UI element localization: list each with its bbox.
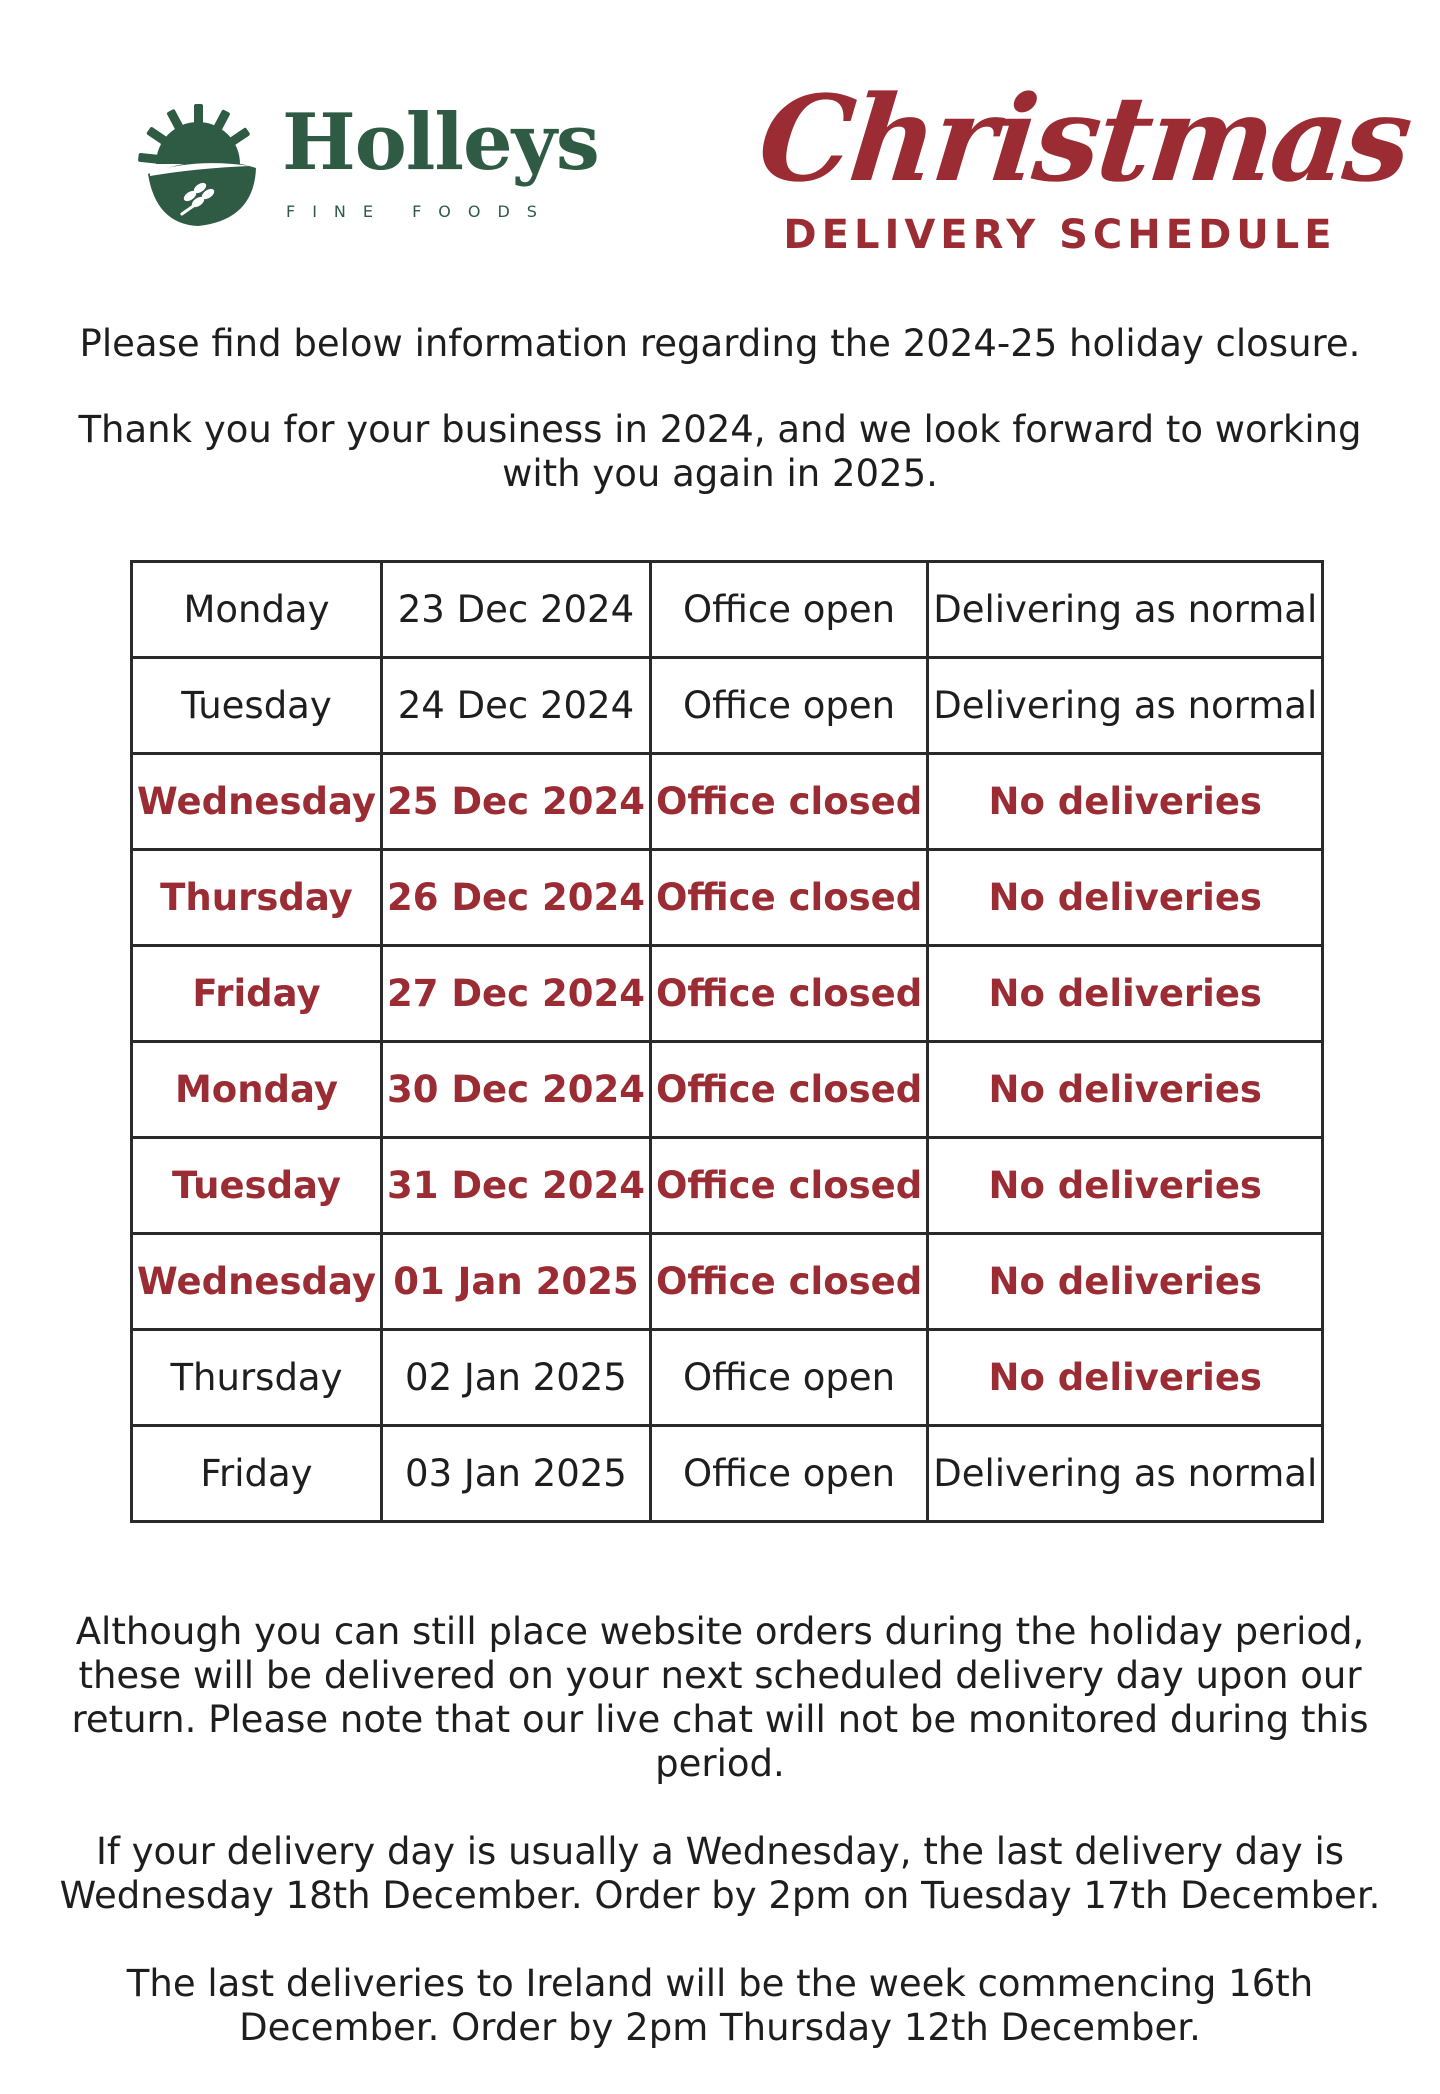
christmas-banner (752, 69, 1416, 270)
delivery-status-cell: No deliveries (928, 1138, 1323, 1234)
office-status-cell: Office open (650, 1426, 927, 1522)
delivery-status-cell: No deliveries (928, 754, 1323, 850)
day-cell: Monday (132, 1042, 382, 1138)
delivery-schedule-table (130, 560, 1324, 1523)
day-cell: Wednesday (132, 754, 382, 850)
table-row (132, 658, 1323, 754)
date-cell: 31 Dec 2024 (381, 1138, 650, 1234)
delivery-status-cell: No deliveries (928, 1042, 1323, 1138)
delivery-status-cell: No deliveries (928, 1330, 1323, 1426)
date-cell: 25 Dec 2024 (381, 754, 650, 850)
office-status-cell: Office closed (650, 1138, 927, 1234)
day-cell: Thursday (132, 1330, 382, 1426)
delivery-status-cell: Delivering as normal (928, 1426, 1323, 1522)
table-row (132, 754, 1323, 850)
office-status-cell: Office open (650, 658, 927, 754)
table-row (132, 1234, 1323, 1330)
day-cell: Monday (132, 562, 382, 658)
office-status-cell: Office open (650, 562, 927, 658)
office-status-cell: Office closed (650, 1042, 927, 1138)
intro-paragraph: Thank you for your business in 2024, and we look forward to working with you again in 2025. (78, 408, 1362, 495)
day-cell: Friday (132, 946, 382, 1042)
table-row (132, 1426, 1323, 1522)
day-cell: Tuesday (132, 1138, 382, 1234)
delivery-status-cell: Delivering as normal (928, 658, 1323, 754)
delivery-status-cell: No deliveries (928, 850, 1323, 946)
holleys-logo (138, 97, 599, 232)
day-cell: Friday (132, 1426, 382, 1522)
delivery-status-cell: No deliveries (928, 946, 1323, 1042)
office-status-cell: Office closed (650, 850, 927, 946)
table-row (132, 1042, 1323, 1138)
note-paragraph: If your delivery day is usually a Wednesday, the last delivery day is Wednesday 18th December. Order by 2pm on Tuesday 17th December. (59, 1830, 1381, 1917)
delivery-status-cell: No deliveries (928, 1234, 1323, 1330)
date-cell: 03 Jan 2025 (381, 1426, 650, 1522)
table-row (132, 1330, 1323, 1426)
brand-tagline: FINE FOODS (286, 202, 554, 221)
table-row (132, 562, 1323, 658)
office-status-cell: Office closed (650, 946, 927, 1042)
date-cell: 01 Jan 2025 (381, 1234, 650, 1330)
intro-text (40, 322, 1400, 538)
header (0, 0, 1440, 300)
delivery-status-cell: Delivering as normal (928, 562, 1323, 658)
date-cell: 24 Dec 2024 (381, 658, 650, 754)
banner-subtitle: DELIVERY SCHEDULE (783, 212, 1337, 258)
intro-paragraph: Please find below information regarding the 2024-25 holiday closure. (79, 322, 1361, 365)
office-status-cell: Office open (650, 1330, 927, 1426)
table-row (132, 1138, 1323, 1234)
day-cell: Thursday (132, 850, 382, 946)
note-paragraph: Although you can still place website orders during the holiday period, these will be delivered on your next scheduled delivery day upon our return. Please note that our live chat will not be monitored during this period. (71, 1610, 1369, 1785)
banner-title: Christmas (752, 69, 1416, 208)
notes (30, 1610, 1410, 2094)
office-status-cell: Office closed (650, 1234, 927, 1330)
date-cell: 27 Dec 2024 (381, 946, 650, 1042)
table-row (132, 946, 1323, 1042)
date-cell: 02 Jan 2025 (381, 1330, 650, 1426)
sun-leaf-logo-icon (138, 102, 258, 227)
date-cell: 26 Dec 2024 (381, 850, 650, 946)
day-cell: Wednesday (132, 1234, 382, 1330)
brand-name: Holleys (282, 97, 599, 188)
day-cell: Tuesday (132, 658, 382, 754)
note-paragraph: The last deliveries to Ireland will be the week commencing 16th December. Order by 2pm Thursday 12th December. (126, 1962, 1314, 2049)
office-status-cell: Office closed (650, 754, 927, 850)
date-cell: 23 Dec 2024 (381, 562, 650, 658)
date-cell: 30 Dec 2024 (381, 1042, 650, 1138)
table-row (132, 850, 1323, 946)
